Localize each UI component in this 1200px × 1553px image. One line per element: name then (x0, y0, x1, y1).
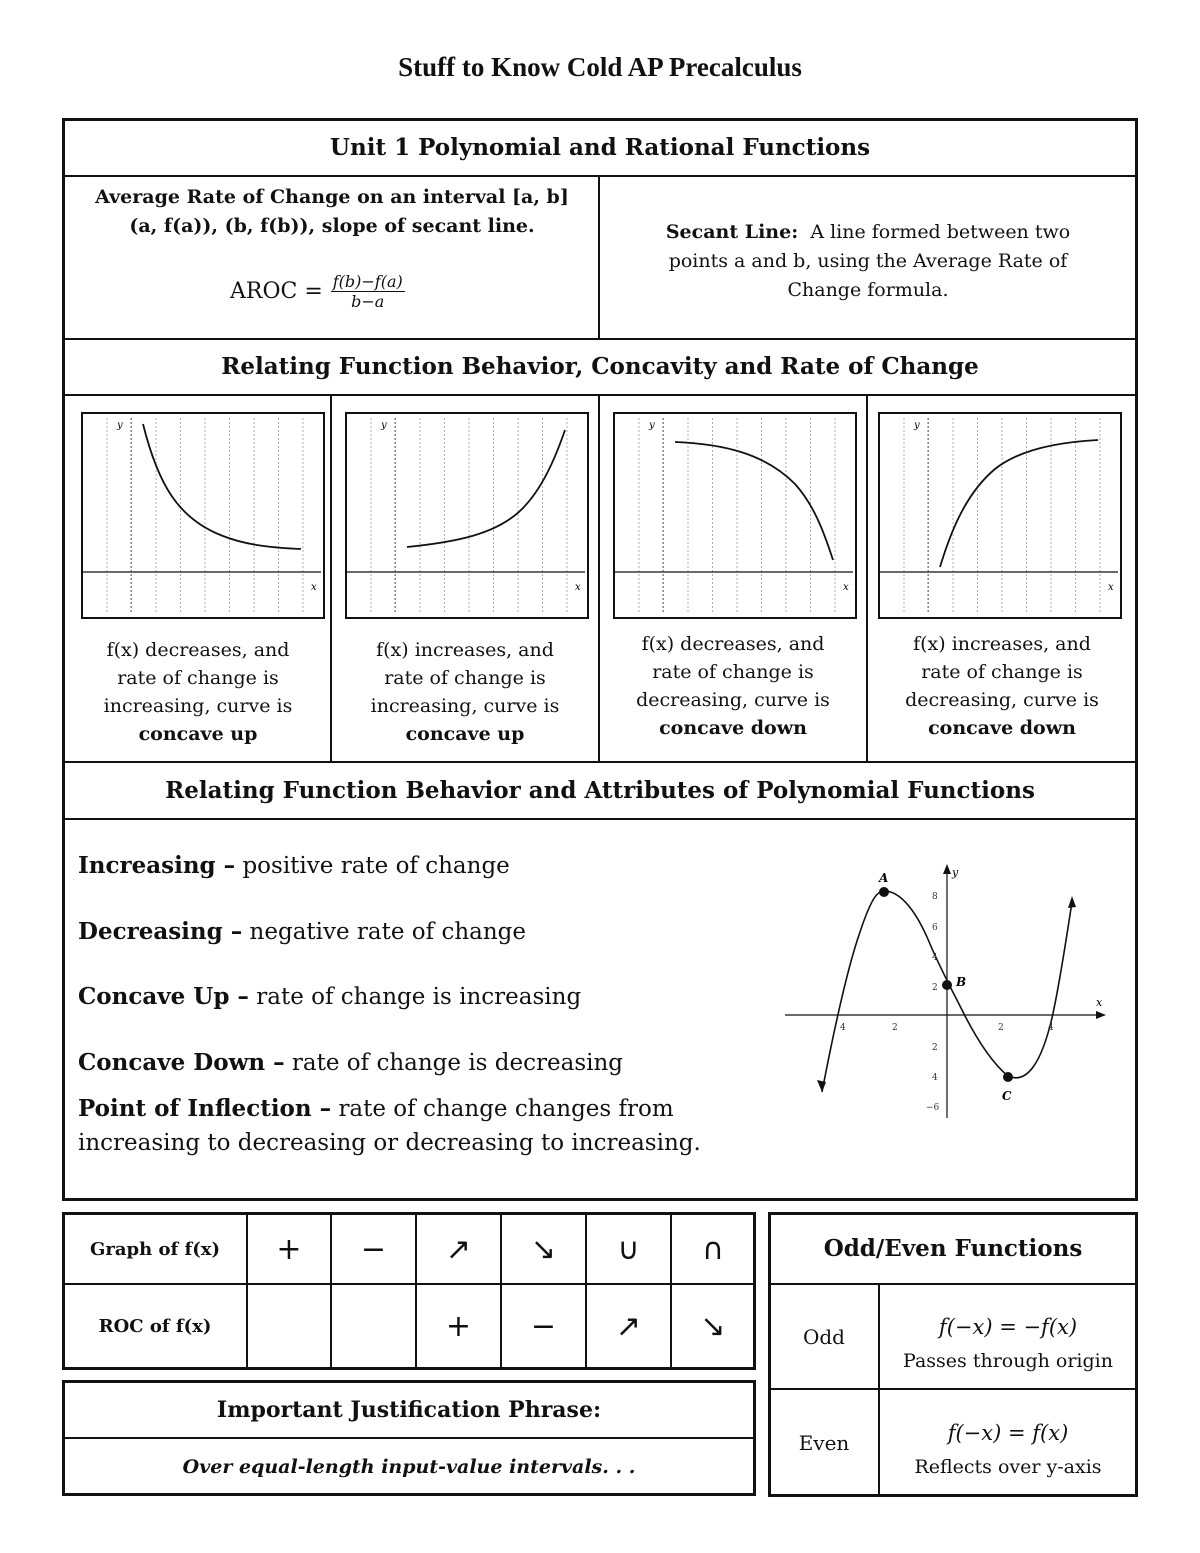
def-desc: positive rate of change (242, 853, 510, 879)
aroc-formula (230, 272, 405, 311)
roc-cell-down-arrow: ↘ (530, 1231, 557, 1267)
y-tick-label: 8 (932, 892, 938, 902)
def-decreasing (78, 918, 526, 945)
concavity-header: Relating Function Behavior, Concavity and Rate of Change (221, 353, 979, 380)
caption-panel-2 (332, 636, 598, 748)
caption-line: rate of change is (921, 661, 1083, 683)
aroc-fraction (331, 272, 405, 311)
y-axis-label: y (914, 420, 920, 431)
roc-cell-plus: + (276, 1231, 302, 1267)
x-axis-label: x (1096, 996, 1103, 1009)
x-axis-label: x (1108, 582, 1114, 593)
secant-definition (600, 218, 1136, 305)
caption-line: increasing, curve is (370, 695, 560, 717)
point-b-label: B (956, 975, 967, 989)
x-axis-arrow (1096, 1011, 1106, 1019)
caption-panel-1 (66, 636, 330, 748)
y-axis-arrow (943, 864, 951, 874)
secant-text3: Change formula. (787, 279, 949, 301)
roc-cell-cap: ∩ (702, 1231, 724, 1267)
roc-cell-empty (332, 1285, 415, 1368)
justification-phrase: Over equal-length input-value intervals. . . (182, 1455, 636, 1478)
odd-definition (880, 1310, 1136, 1378)
roc-cell-up-arrow: ↗ (615, 1309, 642, 1344)
justification-header: Important Justification Phrase: (216, 1396, 602, 1423)
divider (64, 175, 1136, 177)
concavity-graph-2 (345, 412, 589, 619)
def-desc: rate of change is decreasing (291, 1050, 624, 1076)
caption-line: concave up (138, 723, 258, 745)
even-label: Even (798, 1430, 850, 1455)
def-increasing (78, 852, 510, 879)
secant-text2: points a and b, using the Average Rate of (668, 250, 1068, 272)
roc-cell-cup: ∪ (617, 1231, 640, 1267)
def-term: Increasing – (78, 852, 236, 879)
y-tick-label: 4 (932, 953, 938, 963)
y-axis-label: y (952, 866, 959, 879)
aroc-denominator: b−a (351, 292, 385, 311)
roc-cell-minus: − (360, 1231, 387, 1267)
caption-line: concave up (405, 723, 525, 745)
polynomial-header: Relating Function Behavior and Attributes of Polynomial Functions (165, 777, 1035, 804)
secant-text1: A line formed between two (810, 221, 1071, 243)
caption-line: concave down (659, 717, 807, 739)
roc-cell-empty (248, 1285, 330, 1368)
function-curve (940, 440, 1098, 567)
aroc-numerator: f(b)−f(a) (332, 272, 403, 291)
y-tick-label: 2 (932, 983, 938, 993)
def-concave-down (78, 1049, 623, 1076)
point-a-label: A (879, 871, 889, 885)
unit1-header: Unit 1 Polynomial and Rational Functions (329, 134, 871, 161)
concavity-graph-1 (81, 412, 325, 619)
odd-even-header: Odd/Even Functions (823, 1235, 1083, 1262)
y-axis-label: y (117, 420, 123, 431)
y-tick-label: 4 (932, 1073, 938, 1083)
aroc-line2: (a, f(a)), (b, f(b)), slope of secant line. (129, 215, 535, 237)
concavity-graph-3 (613, 412, 857, 619)
caption-line: f(x) decreases, and (106, 639, 290, 661)
caption-line: decreasing, curve is (636, 689, 830, 711)
def-inflection (78, 1092, 701, 1160)
caption-line: f(x) decreases, and (641, 633, 825, 655)
y-axis-label: y (649, 420, 655, 431)
caption-line: rate of change is (652, 661, 814, 683)
odd-label: Odd (802, 1324, 845, 1349)
page-title: Stuff to Know Cold AP Precalculus (398, 52, 802, 82)
point-c-label: C (1002, 1089, 1012, 1103)
concavity-graph-4 (878, 412, 1122, 619)
even-formula: f(−x) = f(x) (947, 1421, 1069, 1445)
def-desc: rate of change changes from (338, 1096, 674, 1122)
caption-line: rate of change is (117, 667, 279, 689)
point-b (942, 980, 952, 990)
roc-row1-label: Graph of f(x) (90, 1238, 220, 1260)
y-tick-label: 2 (932, 1043, 938, 1053)
def-desc: negative rate of change (249, 919, 527, 945)
divider (64, 818, 1136, 820)
even-definition (880, 1416, 1136, 1484)
y-axis-label: y (381, 420, 387, 431)
aroc-label: AROC = (230, 279, 323, 304)
roc-cell-plus: + (445, 1309, 472, 1344)
x-tick-label: 4 (1048, 1023, 1054, 1033)
caption-line: increasing, curve is (103, 695, 293, 717)
even-note: Reflects over y-axis (914, 1456, 1102, 1478)
divider (64, 761, 1136, 763)
def-concave-up (78, 983, 581, 1010)
def-term: Decreasing – (78, 918, 243, 945)
roc-cell-up-arrow: ↗ (445, 1231, 472, 1267)
caption-line: f(x) increases, and (376, 639, 554, 661)
caption-line: rate of change is (384, 667, 546, 689)
roc-cell-minus: − (530, 1309, 557, 1344)
curve-arrow-left (817, 1080, 826, 1092)
curve-arrow-right (1068, 896, 1076, 908)
function-curve (143, 424, 301, 549)
function-curve (675, 442, 833, 560)
roc-row2-label: ROC of f(x) (98, 1316, 212, 1337)
function-curve (407, 430, 565, 547)
caption-line: f(x) increases, and (913, 633, 1091, 655)
x-tick-label: 2 (892, 1023, 898, 1033)
divider (64, 338, 1136, 340)
point-c (1003, 1072, 1013, 1082)
caption-panel-4 (868, 630, 1136, 742)
def-term: Concave Down – (78, 1049, 285, 1076)
secant-label: Secant Line: (665, 221, 799, 243)
def-term: Point of Inflection – (78, 1095, 332, 1122)
def-term: Concave Up – (78, 983, 249, 1010)
roc-cell-down-arrow: ↘ (700, 1309, 726, 1344)
caption-panel-3 (600, 630, 866, 742)
aroc-line1: Average Rate of Change on an interval [a, b] (95, 186, 569, 208)
def-desc: rate of change is increasing (256, 984, 582, 1010)
odd-note: Passes through origin (903, 1350, 1113, 1372)
x-axis-label: x (843, 582, 849, 593)
x-tick-label: 4 (840, 1023, 846, 1033)
y-tick-label: −6 (926, 1103, 940, 1113)
odd-formula: f(−x) = −f(x) (938, 1315, 1078, 1339)
x-axis-label: x (311, 582, 317, 593)
def-desc: increasing to decreasing or decreasing to increasing. (78, 1130, 701, 1156)
caption-line: decreasing, curve is (905, 689, 1099, 711)
x-tick-label: 2 (998, 1023, 1004, 1033)
caption-line: concave down (928, 717, 1076, 739)
polynomial-graph (780, 860, 1120, 1130)
y-tick-label: 6 (932, 923, 938, 933)
point-a (879, 887, 889, 897)
x-axis-label: x (575, 582, 581, 593)
divider (64, 394, 1136, 396)
